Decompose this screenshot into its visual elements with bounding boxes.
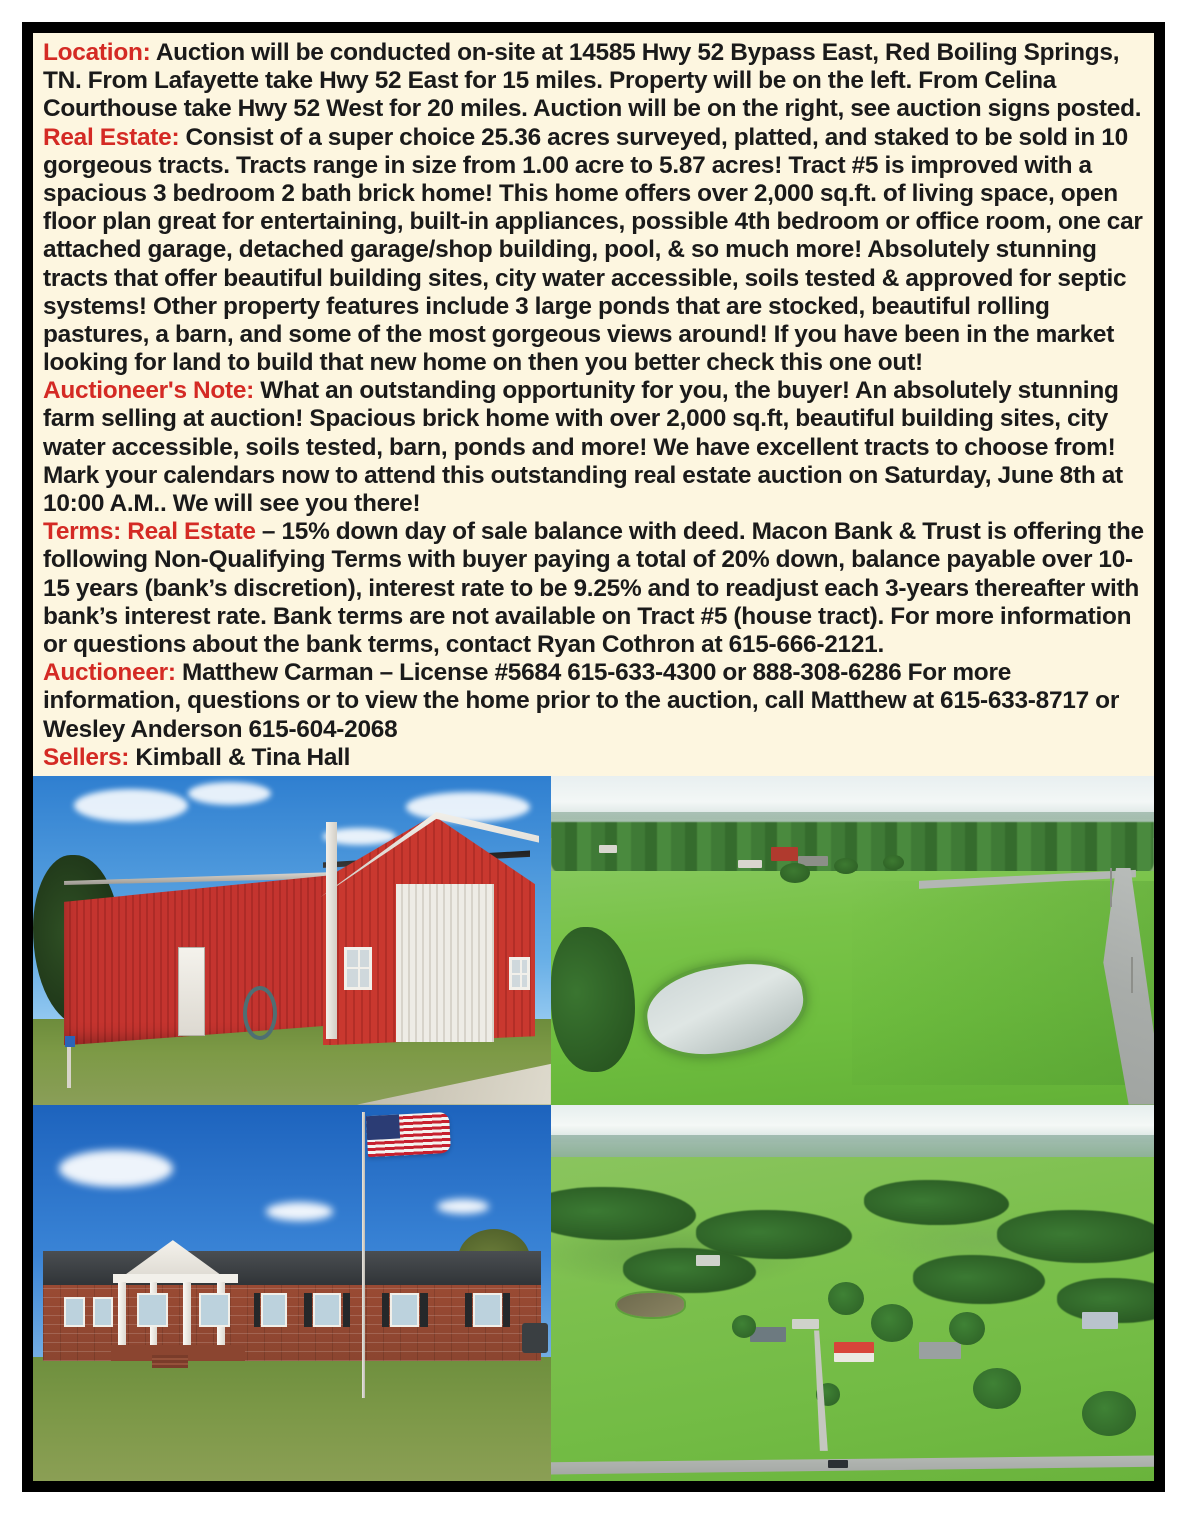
flyer-text-block [33, 33, 1154, 776]
cloud-shape [59, 1150, 173, 1188]
flag-pole [362, 1112, 366, 1398]
photo-red-shop-building [33, 776, 551, 1105]
farm-building [599, 845, 617, 853]
sign-post [67, 1042, 71, 1088]
cloud-shape [188, 782, 271, 805]
cloud-shape [266, 1202, 333, 1221]
cloud-shape [406, 792, 530, 822]
section-sellers-label: Sellers: [43, 743, 130, 771]
window-shape [137, 1293, 168, 1327]
section-auctioneer-label: Auctioneer: [43, 659, 176, 687]
section-sellers-body: Kimball & Tina Hall [129, 743, 351, 771]
cloud-shape [74, 789, 188, 822]
window-shape [390, 1293, 418, 1327]
tree-shape [1082, 1391, 1136, 1436]
flag-canton [366, 1114, 400, 1140]
window-shutter [420, 1293, 427, 1327]
utility-pole [1110, 868, 1112, 907]
pond-shape [617, 1293, 683, 1317]
section-location-label: Location: [43, 39, 151, 66]
section-sellers [43, 744, 1146, 772]
section-real-estate-label: Real Estate: [43, 123, 180, 151]
photo-aerial-farmland [551, 1105, 1154, 1481]
tree-shape [883, 855, 904, 870]
garden-hose [243, 986, 277, 1040]
tree-shape [732, 1315, 756, 1338]
section-location [43, 39, 1146, 124]
window-shutter [343, 1293, 350, 1327]
window-shape [344, 947, 372, 990]
farm-building [1082, 1312, 1118, 1329]
blue-marker-sign [65, 1036, 75, 1047]
porch-column [183, 1282, 191, 1350]
entry-door [178, 947, 205, 1036]
section-auctioneer-body: Matthew Carman – License #5684 615-633-4300 or 888-308-6286 For more information, questions or to view the home prior to the auction, call Matthew at 615-633-8717 or Wesley Anderson 615-604-2068 [43, 659, 1120, 743]
auction-flyer [22, 22, 1165, 1492]
utility-pole [1131, 957, 1133, 993]
vehicle-shape [522, 1323, 548, 1353]
section-terms [43, 518, 1146, 659]
photo-brick-home-flag [33, 1105, 551, 1481]
section-auctioneers-note-label: Auctioneer's Note: [43, 377, 255, 405]
section-real-estate-body: Consist of a super choice 25.36 acres surveyed, platted, and staked to be sold in 10 gorgeous tracts. Tracts range in size from 1.00 acre to 5.87 acres! Tract #5 is improved with a spacious 3 bedroom 2 bath brick home! This home offers over 2,000 sq.ft. of living space, open floor plan great for entertaining, built-in appliances, possible 4th bedroom or office room, one car attached garage, detached garage/shop building, pool, & so much more! Absolutely stunning tracts that offer beautiful building sites, city water accessible, soils tested & approved for septic systems! Other property features include 3 large ponds that are stocked, beautiful rolling pastures, a barn, and some of the most gorgeous views around! If you have been in the market looking for land to build that new home on then you better check this one out! [43, 123, 1143, 377]
tree-shape [780, 863, 810, 883]
porch-steps [152, 1355, 188, 1368]
section-location-body: Auction will be conducted on-site at 14585 Hwy 52 Bypass East, Red Boiling Springs, TN. From Lafayette take Hwy 52 East for 15 miles. Property will be on the left. From Celina Courthouse take Hwy 52 West for 20 miles. Auction will be on the right, see auction signs posted. [43, 39, 1142, 123]
red-barn-shape [771, 847, 798, 862]
window-shutter [254, 1293, 260, 1327]
section-real-estate [43, 124, 1146, 378]
window-shutter [304, 1293, 311, 1327]
window-shape [473, 1293, 501, 1327]
tree-shape [871, 1304, 913, 1342]
window-shape [93, 1297, 114, 1327]
vehicle-shape [828, 1460, 847, 1468]
farm-building [792, 1319, 819, 1328]
corner-post [326, 822, 337, 1039]
window-shutter [382, 1293, 389, 1327]
window-shape [199, 1293, 230, 1327]
farm-building [738, 860, 762, 869]
photo-grid [33, 776, 1154, 1481]
window-shape [261, 1293, 287, 1327]
porch-column [118, 1282, 126, 1350]
sliding-door [396, 884, 494, 1042]
cloud-shape [437, 1199, 489, 1214]
lawn-area [33, 1357, 551, 1481]
window-shutter [465, 1293, 472, 1327]
window-shape [64, 1297, 85, 1327]
woods-shape [913, 1255, 1046, 1304]
american-flag-icon [366, 1112, 451, 1158]
section-terms-label: Terms: Real Estate [43, 518, 256, 546]
section-auctioneers-note-body: What an outstanding opportunity for you, the buyer! An absolutely stunning farm selling at auction! Spacious brick home with over 2,000 sq.ft, beautiful building sites, city water accessible, soils tested, barn, ponds and more! We have excellent tracts to choose from! Mark your calendars now to attend this outstanding real estate auction on Saturday, June 8th at 10:00 A.M.. We will see you there! [43, 377, 1123, 517]
woods-shape [997, 1210, 1154, 1263]
section-auctioneer [43, 659, 1146, 744]
window-shape [509, 957, 530, 990]
window-shutter [503, 1293, 510, 1327]
window-shape [313, 1293, 341, 1327]
red-barn-shape [834, 1342, 873, 1363]
section-terms-body: – 15% down day of sale balance with deed. Macon Bank & Trust is offering the following Non-Qualifying Terms with buyer paying a total of 20% down, balance payable over 10-15 years (bank’s discretion), interest rate to be 9.25% and to readjust each 3-years thereafter with bank’s interest rate. Bank terms are not available on Tract #5 (house tract). For more information or questions about the bank terms, contact Ryan Cothron at 615-666-2121. [43, 518, 1144, 658]
farm-building [919, 1342, 961, 1359]
photo-aerial-pasture-pond [551, 776, 1154, 1105]
flyer-inner-panel [33, 33, 1154, 1481]
farm-building [696, 1255, 720, 1266]
woods-shape [864, 1180, 1009, 1225]
section-auctioneers-note [43, 377, 1146, 518]
